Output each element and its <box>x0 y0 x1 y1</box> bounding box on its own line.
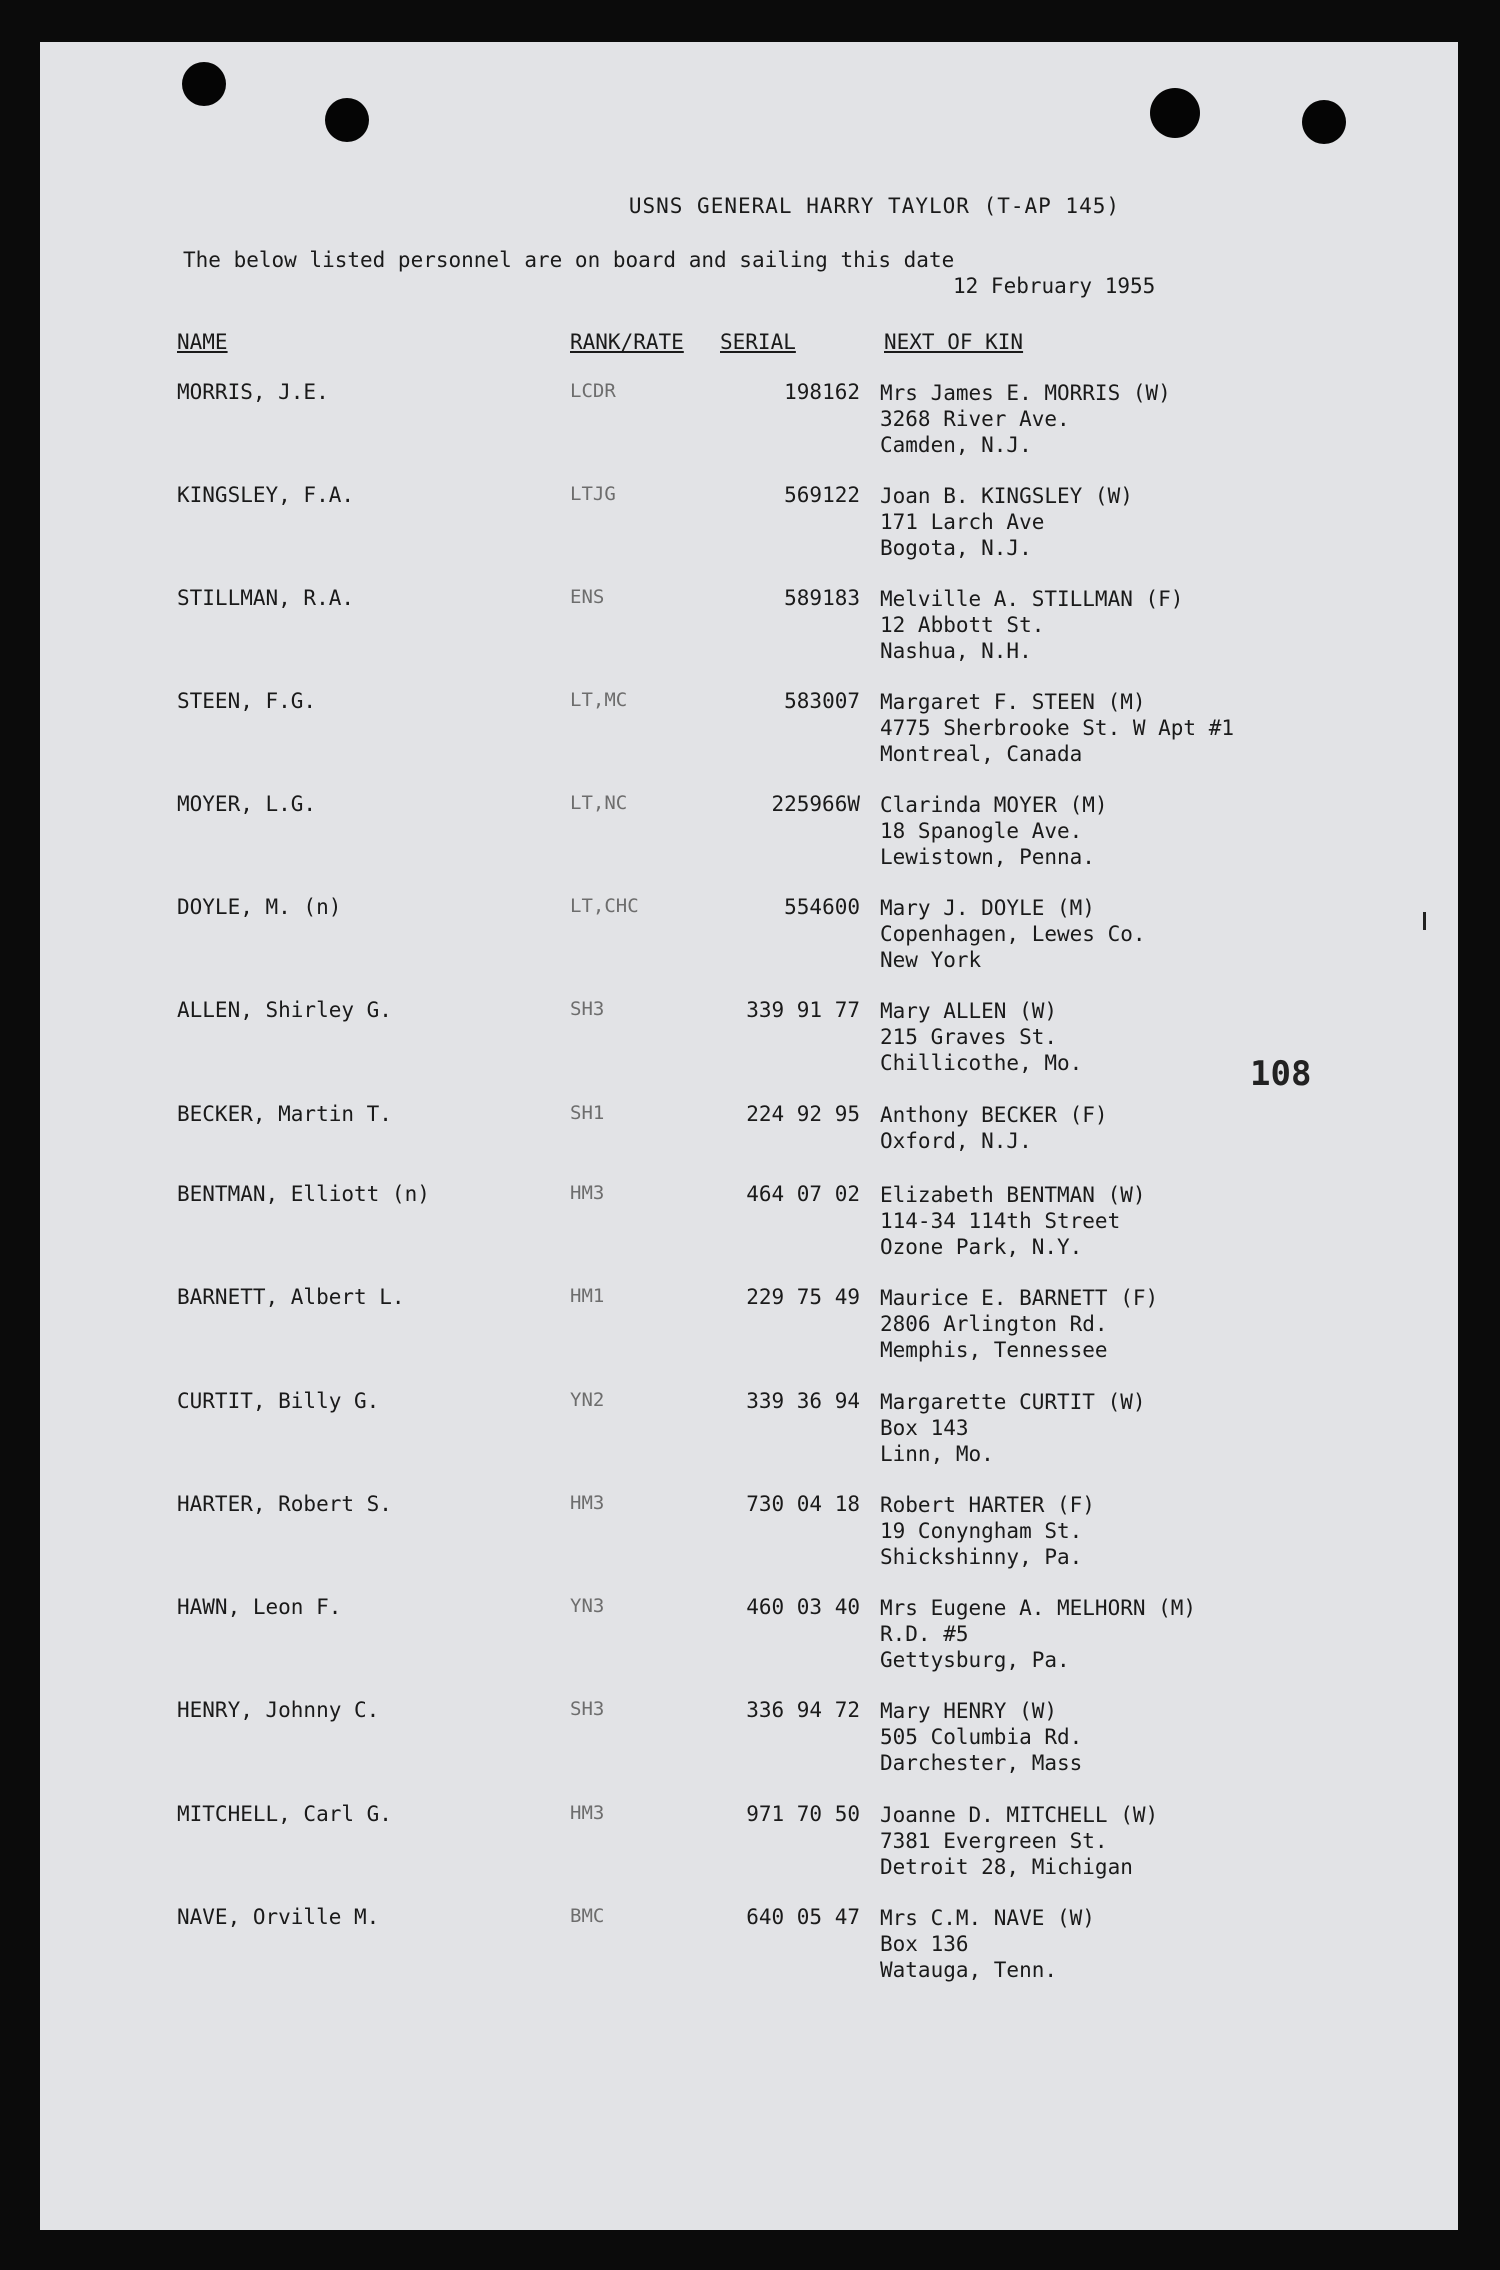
kin-line: Ozone Park, N.Y. <box>880 1235 1083 1259</box>
kin-line: Montreal, Canada <box>880 742 1083 766</box>
entry-next-of-kin <box>880 1492 1095 1570</box>
kin-line: Box 136 <box>880 1932 969 1956</box>
entry-serial: 589183 <box>784 586 860 610</box>
personnel-entry <box>40 483 1458 583</box>
kin-line: Anthony BECKER (F) <box>880 1103 1108 1127</box>
kin-line: Camden, N.J. <box>880 433 1032 457</box>
punch-hole-3 <box>1150 88 1200 138</box>
kin-line: Mrs James E. MORRIS (W) <box>880 381 1171 405</box>
personnel-entry <box>40 1492 1458 1592</box>
kin-line: 2806 Arlington Rd. <box>880 1312 1108 1336</box>
entry-serial: 224 92 95 <box>746 1102 860 1126</box>
entry-next-of-kin <box>880 1802 1158 1880</box>
entry-name: STEEN, F.G. <box>177 689 317 713</box>
entry-rate: HM3 <box>570 1182 605 1204</box>
entry-name: ALLEN, Shirley G. <box>177 998 392 1022</box>
punch-hole-4 <box>1302 100 1346 144</box>
entry-serial: 339 36 94 <box>746 1389 860 1413</box>
personnel-entry <box>40 689 1458 789</box>
kin-line: Joanne D. MITCHELL (W) <box>880 1803 1159 1827</box>
kin-line: Gettysburg, Pa. <box>880 1648 1070 1672</box>
kin-line: Watauga, Tenn. <box>880 1958 1058 1982</box>
kin-line: 215 Graves St. <box>880 1025 1058 1049</box>
entry-serial: 640 05 47 <box>746 1905 860 1929</box>
personnel-entry <box>40 380 1458 480</box>
kin-line: Robert HARTER (F) <box>880 1493 1095 1517</box>
column-header-serial: SERIAL <box>720 330 796 354</box>
entry-rate: LCDR <box>570 380 616 402</box>
entry-name: NAVE, Orville M. <box>177 1905 380 1929</box>
entry-name: BENTMAN, Elliott (n) <box>177 1182 430 1206</box>
entry-serial: 460 03 40 <box>746 1595 860 1619</box>
entry-next-of-kin <box>880 895 1146 973</box>
kin-line: Linn, Mo. <box>880 1442 994 1466</box>
entry-name: MITCHELL, Carl G. <box>177 1802 392 1826</box>
entry-rate: YN2 <box>570 1389 605 1411</box>
column-header-kin: NEXT OF KIN <box>884 330 1024 354</box>
column-header-name: NAME <box>177 330 228 354</box>
entry-serial: 583007 <box>784 689 860 713</box>
entry-serial: 339 91 77 <box>746 998 860 1022</box>
entry-next-of-kin <box>880 586 1183 664</box>
kin-line: 7381 Evergreen St. <box>880 1829 1108 1853</box>
entry-rate: LTJG <box>570 483 616 505</box>
entry-serial: 225966W <box>771 792 860 816</box>
personnel-entry <box>40 586 1458 686</box>
personnel-entry <box>40 1389 1458 1489</box>
entry-name: HENRY, Johnny C. <box>177 1698 380 1722</box>
kin-line: 171 Larch Ave <box>880 510 1045 534</box>
entry-rate: SH1 <box>570 1102 605 1124</box>
kin-line: Detroit 28, Michigan <box>880 1855 1133 1879</box>
entry-next-of-kin <box>880 1698 1082 1776</box>
kin-line: R.D. #5 <box>880 1622 969 1646</box>
kin-line: Margarette CURTIT (W) <box>880 1390 1146 1414</box>
kin-line: Mary ALLEN (W) <box>880 999 1058 1023</box>
entry-name: HARTER, Robert S. <box>177 1492 392 1516</box>
kin-line: 114-34 114th Street <box>880 1209 1121 1233</box>
entry-name: DOYLE, M. (n) <box>177 895 342 919</box>
entry-serial: 554600 <box>784 895 860 919</box>
personnel-entry <box>40 792 1458 892</box>
personnel-entry <box>40 1285 1458 1385</box>
personnel-entry <box>40 1802 1458 1902</box>
entry-rate: HM3 <box>570 1492 605 1514</box>
kin-line: Chillicothe, Mo. <box>880 1051 1083 1075</box>
personnel-entry <box>40 1698 1458 1798</box>
entry-serial: 336 94 72 <box>746 1698 860 1722</box>
personnel-entry <box>40 1182 1458 1282</box>
kin-line: Margaret F. STEEN (M) <box>880 690 1146 714</box>
entry-serial: 730 04 18 <box>746 1492 860 1516</box>
margin-mark: 108 <box>1250 1054 1312 1094</box>
kin-line: Nashua, N.H. <box>880 639 1032 663</box>
entry-serial: 464 07 02 <box>746 1182 860 1206</box>
entry-rate: SH3 <box>570 998 605 1020</box>
entry-next-of-kin <box>880 1285 1158 1363</box>
entry-serial: 971 70 50 <box>746 1802 860 1826</box>
kin-line: Oxford, N.J. <box>880 1129 1032 1153</box>
kin-line: Elizabeth BENTMAN (W) <box>880 1183 1146 1207</box>
entry-serial: 229 75 49 <box>746 1285 860 1309</box>
entry-next-of-kin <box>880 792 1108 870</box>
entry-name: STILLMAN, R.A. <box>177 586 355 610</box>
entry-serial: 198162 <box>784 380 860 404</box>
entry-rate: ENS <box>570 586 605 608</box>
entry-name: MORRIS, J.E. <box>177 380 329 404</box>
entry-rate: LT,NC <box>570 792 628 814</box>
kin-line: 3268 River Ave. <box>880 407 1070 431</box>
personnel-entry <box>40 1595 1458 1695</box>
entry-name: MOYER, L.G. <box>177 792 317 816</box>
intro-text: The below listed personnel are on board and sailing this date <box>183 248 955 272</box>
entry-name: BARNETT, Albert L. <box>177 1285 405 1309</box>
kin-line: 4775 Sherbrooke St. W Apt #1 <box>880 716 1235 740</box>
entry-rate: LT,MC <box>570 689 628 711</box>
entry-next-of-kin <box>880 380 1171 458</box>
kin-line: Clarinda MOYER (M) <box>880 793 1108 817</box>
entry-rate: SH3 <box>570 1698 605 1720</box>
kin-line: 19 Conyngham St. <box>880 1519 1083 1543</box>
document-title: USNS GENERAL HARRY TAYLOR (T-AP 145) <box>628 194 1120 218</box>
kin-line: 505 Columbia Rd. <box>880 1725 1083 1749</box>
punch-hole-1 <box>182 62 226 106</box>
kin-line: Mrs C.M. NAVE (W) <box>880 1906 1095 1930</box>
entry-next-of-kin <box>880 1595 1196 1673</box>
kin-line: 18 Spanogle Ave. <box>880 819 1083 843</box>
kin-line: Shickshinny, Pa. <box>880 1545 1083 1569</box>
kin-line: New York <box>880 948 982 972</box>
entry-next-of-kin <box>880 998 1082 1076</box>
document-date: 12 February 1955 <box>953 274 1156 298</box>
entry-name: KINGSLEY, F.A. <box>177 483 355 507</box>
entry-rate: LT,CHC <box>570 895 639 917</box>
entry-serial: 569122 <box>784 483 860 507</box>
punch-hole-2 <box>325 98 369 142</box>
kin-line: Maurice E. BARNETT (F) <box>880 1286 1159 1310</box>
kin-line: Memphis, Tennessee <box>880 1338 1108 1362</box>
document-page <box>40 42 1458 2230</box>
kin-line: Mary HENRY (W) <box>880 1699 1058 1723</box>
kin-line: Copenhagen, Lewes Co. <box>880 922 1146 946</box>
entry-rate: BMC <box>570 1905 605 1927</box>
edge-mark <box>1423 912 1426 930</box>
entry-name: HAWN, Leon F. <box>177 1595 342 1619</box>
entry-next-of-kin <box>880 1182 1146 1260</box>
kin-line: Darchester, Mass <box>880 1751 1083 1775</box>
kin-line: Melville A. STILLMAN (F) <box>880 587 1184 611</box>
entry-rate: HM1 <box>570 1285 605 1307</box>
personnel-entry <box>40 1905 1458 2005</box>
entry-next-of-kin <box>880 483 1133 561</box>
entry-next-of-kin <box>880 1102 1108 1154</box>
kin-line: Mrs Eugene A. MELHORN (M) <box>880 1596 1197 1620</box>
kin-line: Joan B. KINGSLEY (W) <box>880 484 1133 508</box>
entry-name: CURTIT, Billy G. <box>177 1389 380 1413</box>
kin-line: Lewistown, Penna. <box>880 845 1095 869</box>
column-header-rate: RANK/RATE <box>570 330 684 354</box>
kin-line: Bogota, N.J. <box>880 536 1032 560</box>
entry-next-of-kin <box>880 689 1234 767</box>
entry-next-of-kin <box>880 1389 1146 1467</box>
entry-rate: YN3 <box>570 1595 605 1617</box>
personnel-entry <box>40 998 1458 1098</box>
kin-line: 12 Abbott St. <box>880 613 1045 637</box>
entry-name: BECKER, Martin T. <box>177 1102 392 1126</box>
entry-next-of-kin <box>880 1905 1095 1983</box>
entry-rate: HM3 <box>570 1802 605 1824</box>
kin-line: Box 143 <box>880 1416 969 1440</box>
kin-line: Mary J. DOYLE (M) <box>880 896 1095 920</box>
personnel-entry <box>40 895 1458 995</box>
